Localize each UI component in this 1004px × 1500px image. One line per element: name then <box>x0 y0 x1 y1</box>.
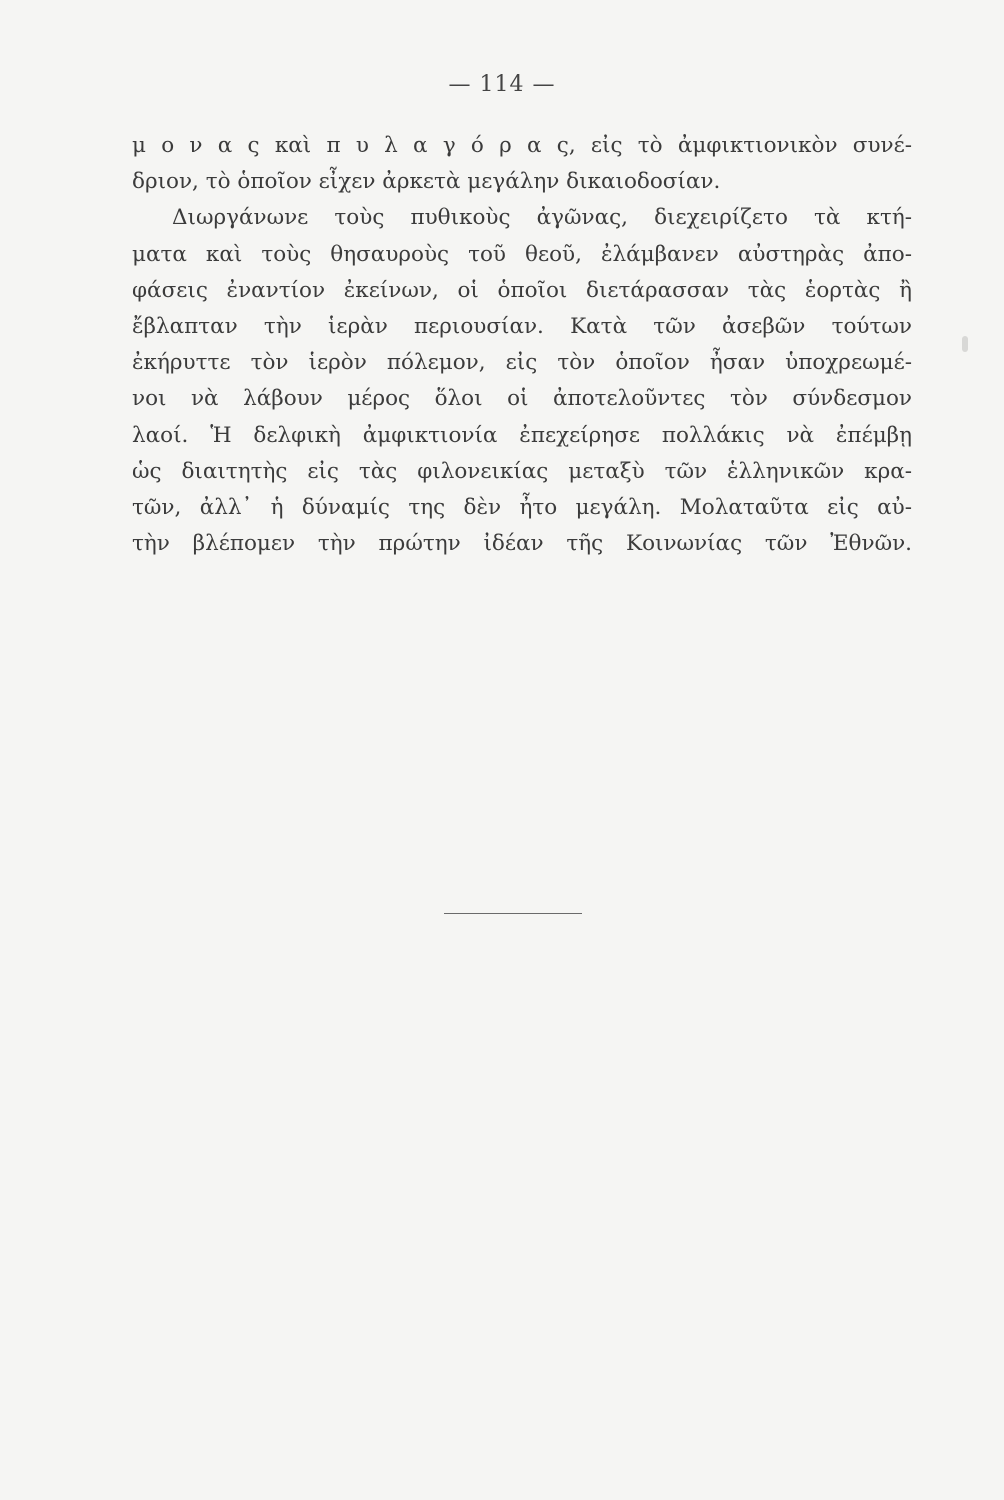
body-paragraph <box>132 128 912 562</box>
text-line: δριον, τὸ ὁποῖον εἶχεν ἀρκετὰ μεγάλην δικαιοδοσίαν. <box>132 169 721 195</box>
text-line: Διωργάνωνε τοὺς πυθικοὺς ἀγῶνας, διεχειρίζετο τὰ κτή- <box>172 205 912 231</box>
text-line: ὡς διαιτητὴς εἰς τὰς φιλονεικίας μεταξὺ τῶν ἑλληνικῶν κρα- <box>132 458 912 484</box>
text-line: μ ο ν α ς καὶ π υ λ α γ ό ρ α ς, εἰς τὸ ἀμφικτιονικὸν συνέ- <box>132 133 912 158</box>
margin-mark <box>962 336 968 352</box>
text-line: ἔβλαπταν τὴν ἱερὰν περιουσίαν. Κατὰ τῶν ἀσεβῶν τούτων <box>132 313 912 339</box>
text-line: λαοί. Ἡ δελφικὴ ἀμφικτιονία ἐπεχείρησε πολλάκις νὰ ἐπέμβῃ <box>132 422 912 448</box>
page-number: — 114 — <box>448 72 556 97</box>
text-line: ματα καὶ τοὺς θησαυροὺς τοῦ θεοῦ, ἐλάμβανεν αὐστηρὰς ἀπο- <box>132 241 912 267</box>
text-line: ἐκήρυττε τὸν ἱερὸν πόλεμον, εἰς τὸν ὁποῖον ἦσαν ὑποχρεωμέ- <box>132 350 912 376</box>
end-rule <box>444 913 582 914</box>
text-line: τῶν, ἀλλ᾽ ἡ δύναμίς της δὲν ἦτο μεγάλη. Μολαταῦτα εἰς αὐ- <box>132 494 912 520</box>
text-line: τὴν βλέπομεν τὴν πρώτην ἰδέαν τῆς Κοινωνίας τῶν Ἐθνῶν. <box>132 531 912 557</box>
text-line: φάσεις ἐναντίον ἐκείνων, οἱ ὁποῖοι διετάρασσαν τὰς ἑορτὰς ἢ <box>132 277 912 303</box>
text-line: νοι νὰ λάβουν μέρος ὅλοι οἱ ἀποτελοῦντες τὸν σύνδεσμον <box>132 386 912 412</box>
